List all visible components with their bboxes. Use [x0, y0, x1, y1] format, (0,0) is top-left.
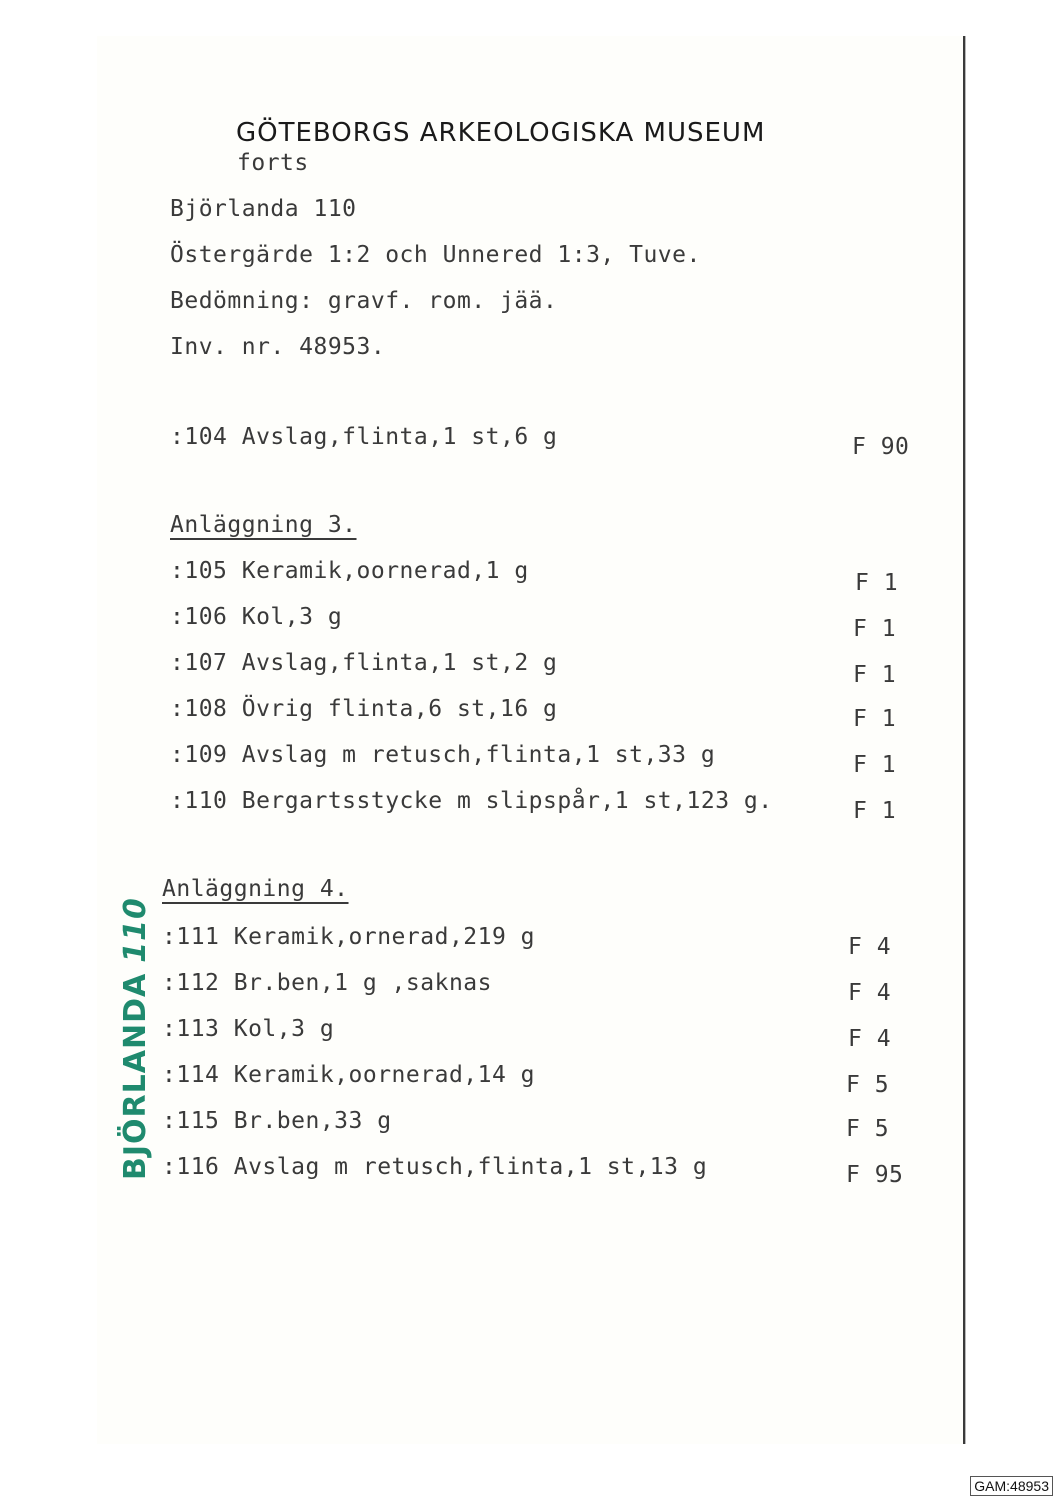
item-116-code: F 95 — [846, 1162, 904, 1188]
museum-header: GÖTEBORGS ARKEOLOGISKA MUSEUM — [236, 118, 766, 148]
item-111-text: :111 Keramik,ornerad,219 g — [162, 924, 536, 950]
item-115-code: F 5 — [846, 1116, 890, 1142]
item-105-text: :105 Keramik,oornerad,1 g — [170, 558, 529, 584]
item-113-text: :113 Kol,3 g — [162, 1016, 335, 1042]
item-106-code: F 1 — [853, 616, 897, 642]
site-name: Björlanda 110 — [170, 196, 357, 222]
inventory-number: Inv. nr. 48953. — [170, 334, 386, 360]
item-114-text: :114 Keramik,oornerad,14 g — [162, 1062, 536, 1088]
stamp-name: BJÖRLANDA — [118, 972, 153, 1180]
item-105-code: F 1 — [855, 570, 899, 596]
item-108-text: :108 Övrig flinta,6 st,16 g — [170, 696, 558, 722]
inventory-corner-label: GAM:48953 — [970, 1476, 1053, 1496]
item-115-text: :115 Br.ben,33 g — [162, 1108, 392, 1134]
location-line: Östergärde 1:2 och Unnered 1:3, Tuve. — [170, 242, 701, 268]
item-112-text: :112 Br.ben,1 g ,saknas — [162, 970, 492, 996]
section-heading-3: Anläggning 3. — [170, 512, 357, 538]
item-104-text: :104 Avslag,flinta,1 st,6 g — [170, 424, 558, 450]
section-heading-4: Anläggning 4. — [162, 876, 349, 902]
item-113-code: F 4 — [848, 1026, 892, 1052]
item-110-text: :110 Bergartsstycke m slipspår,1 st,123 g. — [170, 788, 773, 814]
item-109-code: F 1 — [853, 752, 897, 778]
item-107-text: :107 Avslag,flinta,1 st,2 g — [170, 650, 558, 676]
continuation-note: forts — [237, 150, 309, 176]
site-stamp — [118, 897, 153, 1180]
item-109-text: :109 Avslag m retusch,flinta,1 st,33 g — [170, 742, 716, 768]
assessment-line: Bedömning: gravf. rom. jää. — [170, 288, 558, 314]
item-111-code: F 4 — [848, 934, 892, 960]
item-104-code: F 90 — [852, 434, 910, 460]
item-106-text: :106 Kol,3 g — [170, 604, 343, 630]
item-112-code: F 4 — [848, 980, 892, 1006]
item-114-code: F 5 — [846, 1072, 890, 1098]
stamp-number: 110 — [118, 897, 153, 963]
item-110-code: F 1 — [853, 798, 897, 824]
item-116-text: :116 Avslag m retusch,flinta,1 st,13 g — [162, 1154, 708, 1180]
item-107-code: F 1 — [853, 662, 897, 688]
item-108-code: F 1 — [853, 706, 897, 732]
